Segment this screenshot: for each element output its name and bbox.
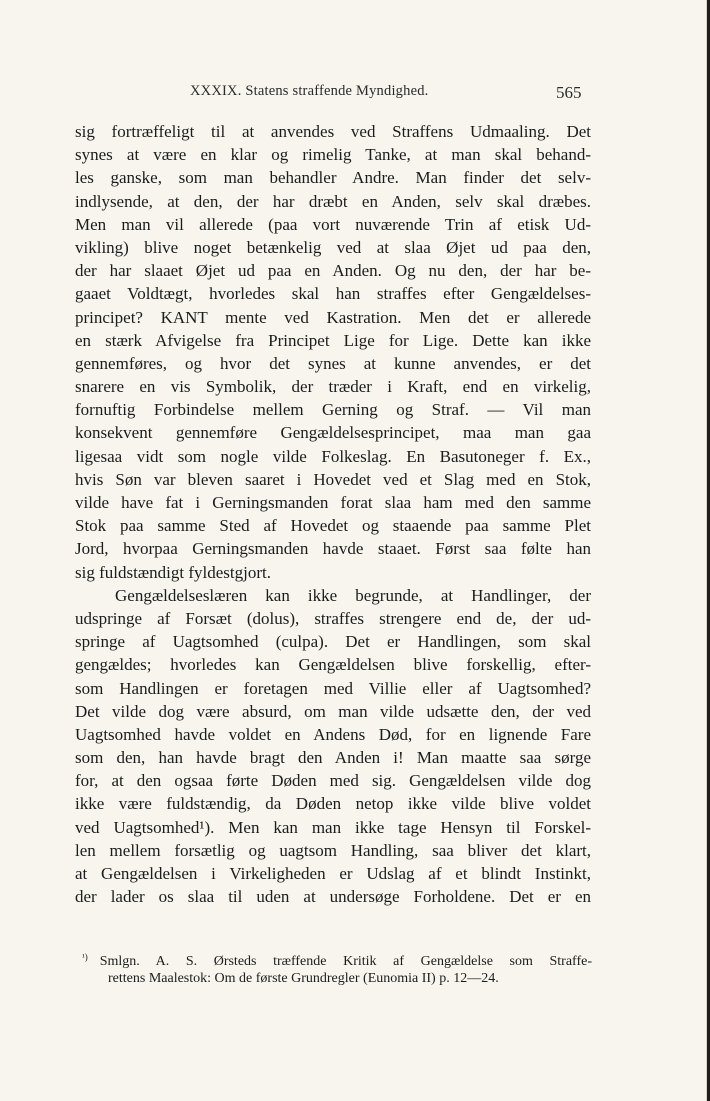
footnote xyxy=(76,946,592,990)
text-line: synes at være en klar og rimelig Tanke, at man skal behand- xyxy=(75,145,591,165)
text-line: indlysende, at den, der har dræbt en Anden, selv skal dræbes. xyxy=(75,191,591,211)
text-line: les ganske, som man behandler Andre. Man finder det selv- xyxy=(75,168,591,188)
text-line: hvis Søn var bleven saaret i Hovedet ved et Slag med en Stok, xyxy=(75,469,591,489)
text-line: at Gengældelsen i Virkeligheden er Udslag af et blindt Instinkt, xyxy=(75,864,591,883)
text-line: snarere en vis Symbolik, der træder i Kraft, end en virkelig, xyxy=(75,377,591,397)
text-line: Det vilde dog være absurd, om man vilde udsætte den, der ved xyxy=(75,701,591,721)
running-header xyxy=(0,83,706,105)
text-line: vikling) blive noget betænkelig ved at slaa Øjet ud paa den, xyxy=(75,237,591,257)
text-line: Jord, hvorpaa Gerningsmanden havde staaet. Først saa følte han xyxy=(75,539,591,559)
text-line: sig fortræffeligt til at anvendes ved Straffens Udmaaling. Det xyxy=(75,122,591,141)
text-line: konsekvent gennemføre Gengældelsesprincipet, maa man gaa xyxy=(75,423,591,443)
text-line: en stærk Afvigelse fra Principet Lige for Lige. Dette kan ikke xyxy=(75,330,591,350)
text-line: gaaet Voldtægt, hvorledes skal han straffes efter Gengældelses- xyxy=(75,284,591,304)
text-line: principet? KANT mente ved Kastration. Men det er allerede xyxy=(75,307,591,327)
text-line: ved Uagtsomhed¹). Men kan man ikke tage Hensyn til Forskel- xyxy=(75,817,591,837)
footnote-marker: ¹) xyxy=(82,952,88,962)
text-line: fornuftig Forbindelse mellem Gerning og Straf. — Vil man xyxy=(75,400,591,420)
text-line: Men man vil allerede (paa vort nuværende Trin af etisk Ud- xyxy=(75,214,591,234)
text-line: gengældes; hvorledes kan Gengældelsen blive forskellig, efter- xyxy=(75,655,591,675)
text-line: der har slaaet Øjet ud paa en Anden. Og nu den, der har be- xyxy=(75,261,591,281)
text-line: ikke være fuldstændig, da Døden netop ikke vilde blive voldet xyxy=(75,794,591,814)
text-line: for, at den ogsaa førte Døden med sig. Gengældelsen vilde dog xyxy=(75,771,591,791)
text-line: len mellem forsætlig og uagtsom Handling, saa bliver det klart, xyxy=(75,840,591,860)
text-line: udspringe af Forsæt (dolus), straffes strengere end de, der ud- xyxy=(75,608,591,628)
text-line: Uagtsomhed havde voldet en Andens Død, for en lignende Fare xyxy=(75,724,591,744)
text-line: vilde have fat i Gerningsmanden forat slaa ham med den samme xyxy=(75,493,591,512)
text-line: der lader os slaa til uden at undersøge Forholdene. Det er en xyxy=(75,887,591,907)
text-line: som Handlingen er foretagen med Villie eller af Uagtsomhed? xyxy=(75,678,591,698)
main-text xyxy=(75,120,591,908)
text-line: gennemføres, og hvor det synes at kunne anvendes, er det xyxy=(75,353,591,373)
page-number: 565 xyxy=(556,83,582,102)
text-line: springe af Uagtsomhed (culpa). Det er Handlingen, som skal xyxy=(75,632,591,652)
chapter-title: XXXIX. Statens straffende Myndighed. xyxy=(190,83,429,99)
footnote-line xyxy=(76,946,592,968)
text-line: sig fuldstændigt fyldestgjort. xyxy=(75,562,271,582)
text-line: ligesaa vidt som nogle vilde Folkeslag. En Basutoneger f. Ex., xyxy=(75,446,591,466)
text-line: Gengældelseslæren kan ikke begrunde, at Handlinger, der xyxy=(115,585,591,605)
text-line: som den, han havde bragt den Anden i! Man maatte saa sørge xyxy=(75,748,591,768)
footnote-text: Smlgn. A. S. Ørsteds træffende Kritik af Gengældelse som Straffe- xyxy=(99,954,592,969)
footnote-line: rettens Maalestok: Om de første Grundregler (Eunomia II) p. 12—24. xyxy=(108,971,499,986)
text-line: Stok paa samme Sted af Hovedet og staaende paa samme Plet xyxy=(75,516,591,536)
